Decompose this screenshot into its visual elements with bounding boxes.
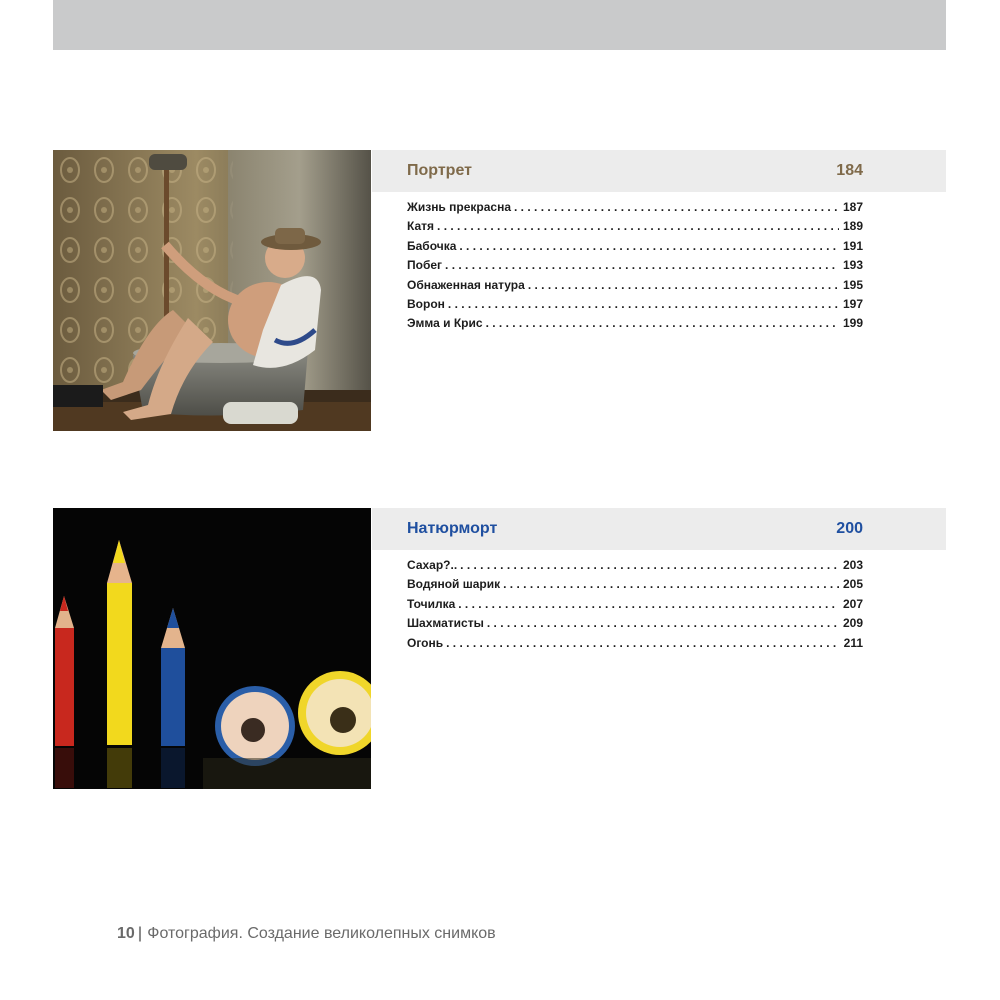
entry-page: 203 — [842, 558, 863, 572]
section-title: Портрет — [407, 162, 472, 179]
leader-dots — [503, 577, 839, 591]
toc-entry[interactable] — [407, 219, 863, 238]
leader-dots — [459, 239, 839, 253]
toc-entry[interactable] — [407, 597, 863, 616]
toc-entry[interactable] — [407, 239, 863, 258]
entry-page: 211 — [843, 635, 863, 650]
toc-portrait — [372, 150, 946, 331]
section-page-number: 184 — [836, 162, 863, 179]
leader-dots — [528, 278, 839, 292]
leader-dots — [514, 200, 839, 214]
entry-title: Водяной шарик — [407, 577, 501, 592]
toc-still-life — [372, 508, 946, 650]
toc-entry[interactable] — [407, 636, 863, 655]
entry-page: 187 — [842, 200, 863, 214]
toc-entry[interactable] — [407, 616, 863, 635]
entry-page: 207 — [842, 596, 863, 611]
section-portrait — [53, 150, 946, 432]
toc-entry[interactable] — [407, 558, 863, 577]
portrait-photo — [53, 150, 371, 431]
leader-dots — [446, 636, 840, 650]
footer-book-title: Фотография. Создание великолепных снимков — [147, 925, 496, 942]
section-title: Натюрморт — [407, 520, 498, 537]
toc-entry[interactable] — [407, 278, 863, 297]
entry-title: Побег — [407, 258, 443, 273]
toc-list — [407, 558, 863, 655]
toc-entry[interactable] — [407, 258, 863, 277]
entry-page: 209 — [842, 616, 863, 631]
toc-entry[interactable] — [407, 200, 863, 219]
leader-dots — [448, 297, 839, 311]
entry-title: Катя — [407, 219, 435, 234]
leader-dots — [486, 316, 839, 330]
footer-separator: | — [137, 925, 143, 942]
footer-page-number: 10 — [117, 925, 135, 942]
entry-title: Обнаженная натура — [407, 277, 525, 292]
entry-page: 195 — [842, 277, 863, 292]
section-header — [372, 508, 946, 550]
entry-page: 199 — [842, 316, 863, 331]
leader-dots — [460, 558, 839, 572]
entry-title: Эмма и Крис — [407, 316, 483, 331]
entry-page: 205 — [842, 577, 863, 592]
entry-title: Бабочка — [407, 238, 457, 253]
entry-page: 191 — [842, 238, 863, 253]
leader-dots — [437, 219, 839, 233]
entry-page: 193 — [842, 258, 863, 273]
leader-dots — [445, 258, 839, 272]
entry-title: Жизнь прекрасна — [407, 200, 512, 214]
toc-entry[interactable] — [407, 316, 863, 335]
entry-title: Ворон — [407, 296, 445, 311]
section-page-number: 200 — [836, 520, 863, 537]
toc-entry[interactable] — [407, 297, 863, 316]
leader-dots — [458, 597, 839, 611]
entry-title: Шахматисты — [407, 616, 484, 631]
entry-title: Точилка — [407, 596, 456, 611]
still-life-photo — [53, 508, 371, 789]
top-bar — [53, 0, 946, 50]
entry-page: 189 — [842, 219, 863, 234]
entry-page: 197 — [842, 296, 863, 311]
page-footer — [117, 925, 496, 943]
entry-title: Огонь — [407, 635, 444, 650]
leader-dots — [487, 616, 839, 630]
entry-title: Сахар?.. — [407, 558, 458, 572]
toc-list — [407, 200, 863, 336]
section-still-life — [53, 508, 946, 790]
section-header — [372, 150, 946, 192]
toc-entry[interactable] — [407, 577, 863, 596]
